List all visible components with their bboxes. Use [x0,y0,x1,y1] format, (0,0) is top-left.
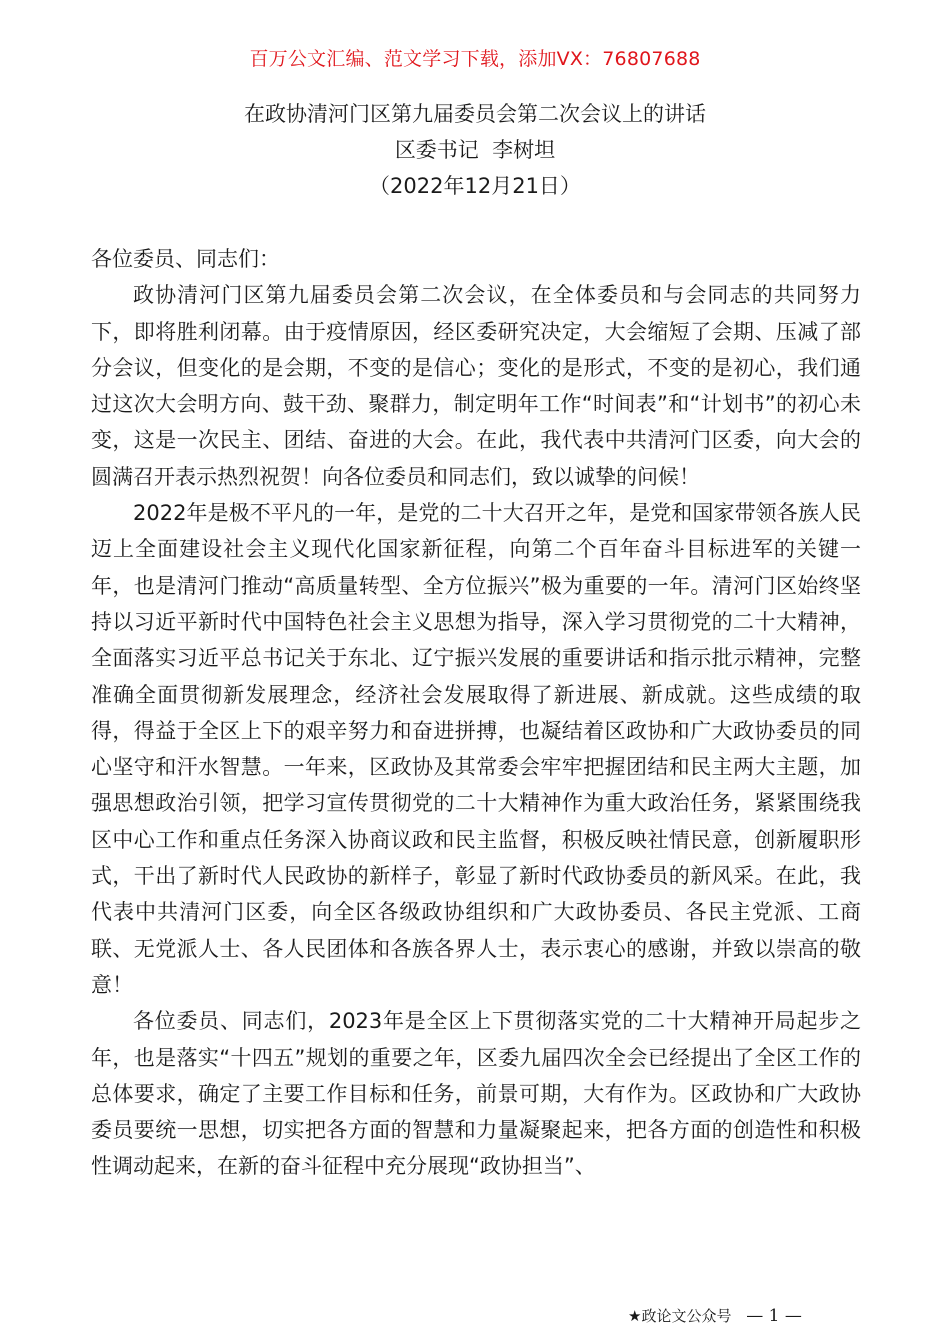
speech-author: 区委书记 李树坦 [394,138,556,162]
paragraph: 政协清河门区第九届委员会第二次会议，在全体委员和与会同志的共同努力下，即将胜利闭幕。由于疫情原因，经区委研究决定，大会缩短了会期、压减了部分会议，但变化的是会期，不变的是信心；变化的是形式，不变的是初心，我们通过这次大会明方向、鼓干劲、聚群力，制定明年工作“时间表”和“计划书”的初心未变，这是一次民主、团结、奋进的大会。在此，我代表中共清河门区委，向大会的圆满召开表示热烈祝贺！向各位委员和同志们，致以诚挚的问候！ [91,283,861,489]
speech-title: 在政协清河门区第九届委员会第二次会议上的讲话 [244,102,706,126]
header-banner: 百万公文汇编、范文学习下载，添加VX：76807688 [249,48,701,70]
speech-date: （2022年12月21日） [369,174,581,198]
page-number: — 1 — [746,1306,802,1326]
speech-body [91,241,861,1185]
salutation: 各位委员、同志们： [91,247,280,271]
paragraph: 2022年是极不平凡的一年，是党的二十大召开之年，是党和国家带领各族人民迈上全面建设社会主义现代化国家新征程，向第二个百年奋斗目标进军的关键一年，也是清河门推动“高质量转型、全方位振兴”极为重要的一年。清河门区始终坚持以习近平新时代中国特色社会主义思想为指导，深入学习贯彻党的二十大精神，全面落实习近平总书记关于东北、辽宁振兴发展的重要讲话和指示批示精神，完整准确全面贯彻新发展理念，经济社会发展取得了新进展、新成就。这些成绩的取得，得益于全区上下的艰辛努力和奋进拼搏，也凝结着区政协和广大政协委员的同心坚守和汗水智慧。一年来，区政协及其常委会牢牢把握团结和民主两大主题，加强思想政治引领，把学习宣传贯彻党的二十大精神作为重大政治任务，紧紧围绕我区中心工作和重点任务深入协商议政和民主监督，积极反映社情民意，创新履职形式，干出了新时代人民政协的新样子，彰显了新时代政协委员的新风采。在此，我代表中共清河门区委，向全区各级政协组织和广大政协委员、各民主党派、工商联、无党派人士、各人民团体和各族各界人士，表示衷心的感谢，并致以崇高的敬意！ [91,501,861,997]
footer-source: ★政论文公众号 [628,1307,732,1325]
page-footer [628,1305,802,1326]
paragraph: 各位委员、同志们，2023年是全区上下贯彻落实党的二十大精神开局起步之年，也是落实“十四五”规划的重要之年，区委九届四次全会已经提出了全区工作的总体要求，确定了主要工作目标和任务，前景可期，大有作为。区政协和广大政协委员要统一思想，切实把各方面的智慧和力量凝聚起来，把各方面的创造性和积极性调动起来，在新的奋斗征程中充分展现“政协担当”、 [91,1009,861,1179]
